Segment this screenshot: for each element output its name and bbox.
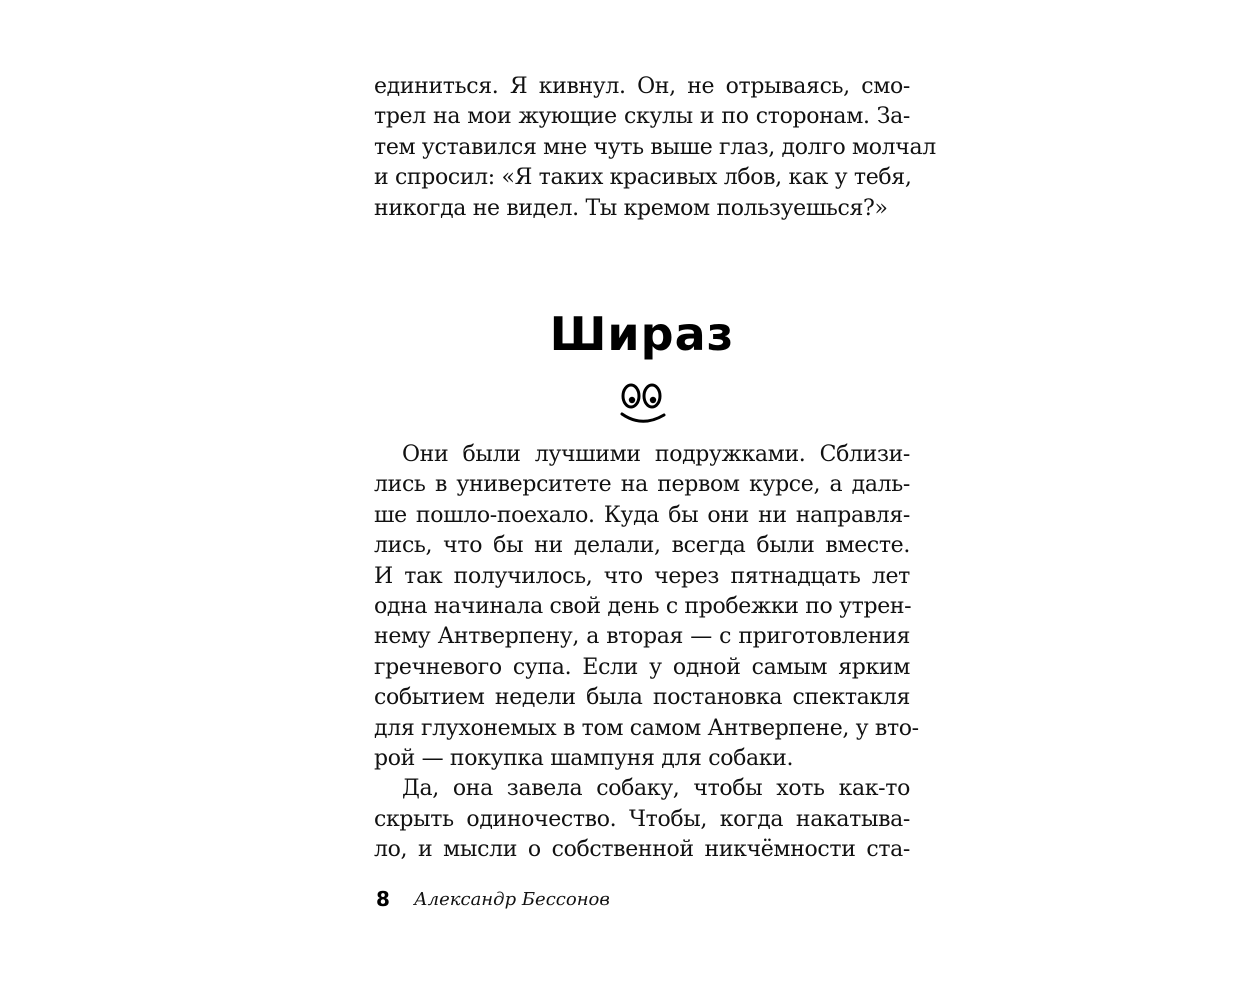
running-author: Александр Бессонов <box>414 889 610 910</box>
doodle-face-icon <box>616 378 670 432</box>
text-line: лись, что бы ни делали, всегда были вместе. <box>374 533 910 559</box>
continued-paragraph <box>374 72 936 224</box>
text-line: для глухонемых в том самом Антверпене, у вто- <box>374 715 919 741</box>
text-line: трел на мои жующие скулы и по сторонам. За- <box>374 104 910 130</box>
text-line: единиться. Я кивнул. Он, не отрываясь, смо- <box>374 74 910 99</box>
text-line: рой — покупка шампуня для собаки. <box>374 745 794 771</box>
text-line: ше пошло-поехало. Куда бы они ни направля- <box>374 502 910 528</box>
chapter-title: Шираз <box>549 307 735 361</box>
text-line: скрыть одиночество. Чтобы, когда накатыва- <box>374 806 910 832</box>
text-line: тем уставился мне чуть выше глаз, долго молчал <box>374 134 936 160</box>
text-line: гречневого супа. Если у одной самым ярким <box>374 654 910 680</box>
text-line: событием недели была постановка спектакля <box>374 685 910 711</box>
page-number: 8 <box>376 887 390 911</box>
text-line: ло, и мысли о собственной никчёмности ста- <box>374 837 910 863</box>
text-line: И так получилось, что через пятнадцать лет <box>374 563 910 589</box>
text-line: никогда не видел. Ты кремом пользуешься?» <box>374 195 888 221</box>
text-line: и спросил: «Я таких красивых лбов, как у тебя, <box>374 165 912 191</box>
text-line: одна начинала свой день с пробежки по утрен- <box>374 593 912 619</box>
text-line: нему Антверпену, а вторая — с приготовления <box>374 624 910 650</box>
page-footer <box>376 887 912 915</box>
text-line: Они были лучшими подружками. Сблизи- <box>402 442 910 467</box>
chapter-body <box>374 440 919 865</box>
text-line: Да, она завела собаку, чтобы хоть как-то <box>402 776 910 802</box>
text-line: лись в университете на первом курсе, а даль- <box>374 472 910 498</box>
